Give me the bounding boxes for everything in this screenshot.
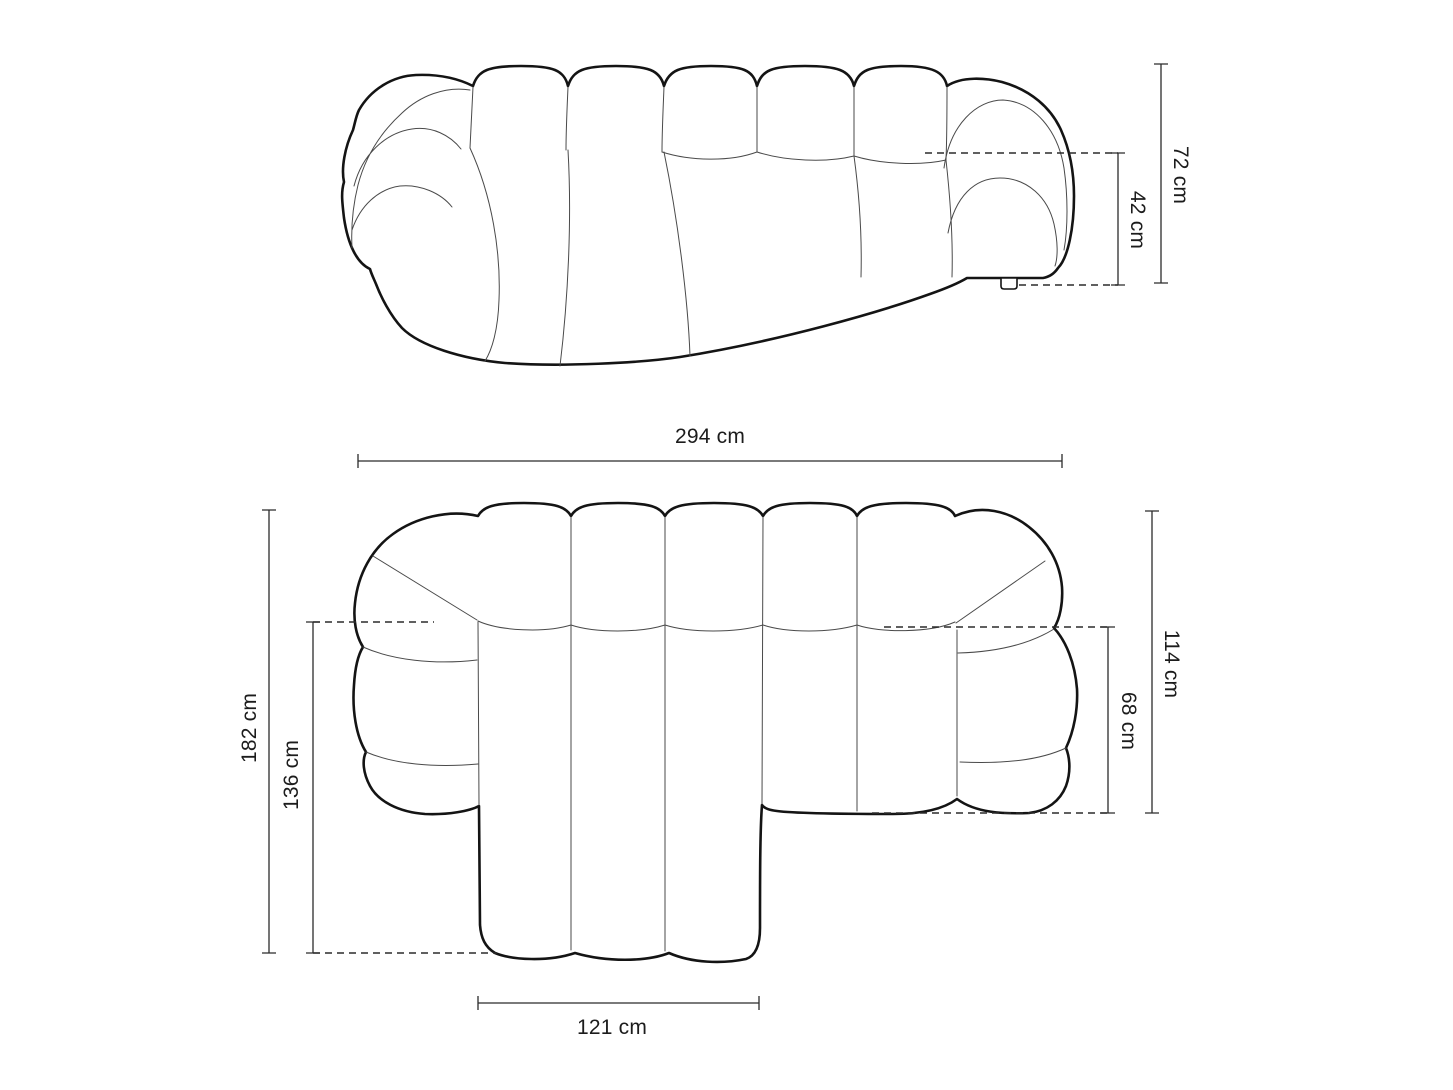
dimension-lines: [262, 64, 1168, 1010]
top-channel-seams: [478, 517, 957, 951]
front-left-arm-seams: [352, 89, 470, 248]
dim-label-total-width: 294 cm: [674, 425, 746, 448]
front-back-seams: [470, 87, 947, 160]
front-foot: [1001, 278, 1017, 289]
dim-label-seat-height: 42 cm: [1126, 190, 1149, 250]
top-arm-seams: [363, 629, 1066, 766]
top-view-drawing: [354, 503, 1078, 962]
dim-line-chaise-depth: [306, 622, 320, 953]
dim-line-total-width: [358, 454, 1062, 468]
front-seat-seams: [854, 156, 952, 277]
dashed-reference-lines: [313, 153, 1118, 953]
dim-line-total-height: [1154, 64, 1168, 283]
top-corner-seams: [373, 556, 1045, 623]
dim-line-chaise-width: [478, 996, 759, 1010]
front-seat-boundary: [662, 152, 946, 163]
front-view-outline: [342, 66, 1074, 365]
dim-label-body-depth: 114 cm: [1160, 629, 1183, 699]
front-chaise-seams: [470, 148, 690, 366]
top-view-outline: [354, 503, 1078, 962]
dim-line-total-depth: [262, 510, 276, 953]
dim-line-body-depth: [1145, 511, 1159, 813]
dim-line-seat-depth: [1101, 627, 1115, 813]
dim-line-seat-height: [1111, 153, 1125, 285]
front-view-drawing: [342, 66, 1074, 366]
dim-label-chaise-depth: 136 cm: [280, 739, 303, 811]
front-right-arm-seams: [944, 100, 1067, 266]
top-seat-boundary: [478, 621, 955, 631]
dim-label-total-height: 72 cm: [1169, 145, 1192, 205]
dim-label-seat-depth: 68 cm: [1117, 691, 1140, 751]
dim-label-chaise-width: 121 cm: [576, 1016, 648, 1039]
dim-label-total-depth: 182 cm: [238, 692, 261, 764]
